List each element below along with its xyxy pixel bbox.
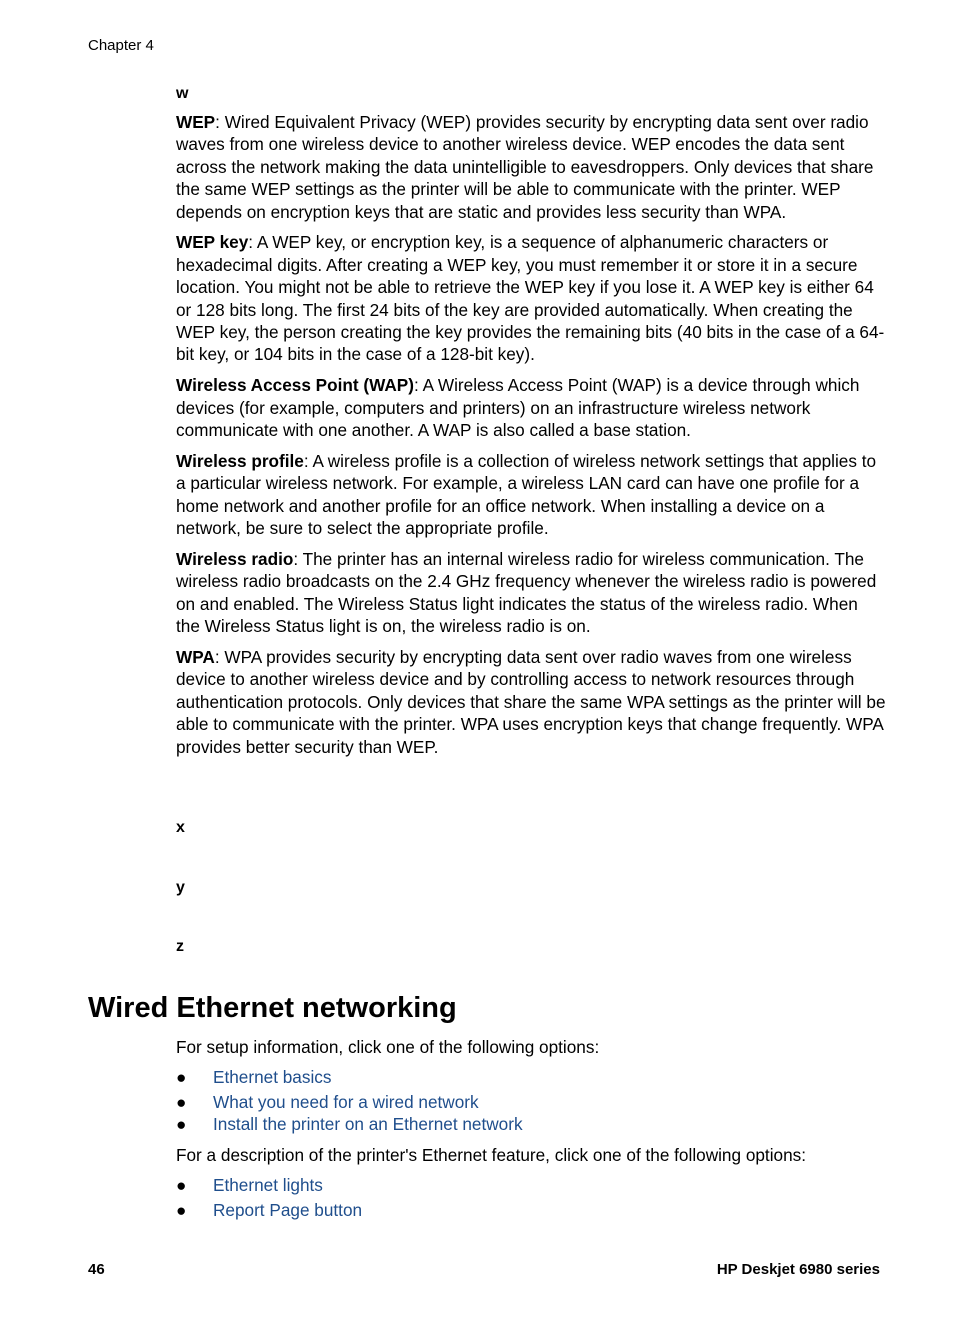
chapter-label: Chapter 4 [88,37,154,54]
link-ethernet-basics[interactable]: Ethernet basics [213,1067,332,1087]
list-item [176,1175,362,1200]
link-ethernet-lights[interactable]: Ethernet lights [213,1175,323,1195]
glossary-term: Wireless Access Point (WAP) [176,375,414,396]
glossary-definition: : A WEP key, or encryption key, is a sequence of alphanumeric characters or hexadecimal digits. After creating a WEP key, you must remember it or store it in a secure location. You might not be able to retrieve the WEP key if you lose it. A WEP key is either 64 or 128 bits long. The first 24 bits of the key are provided automatically. When creating the WEP key, the person creating the key provides the remaining bits (40 bits in the case of a 64-bit key, or 104 bits in the case of a 128-bit key). [176,232,885,365]
glossary-entry-wep-key [176,231,886,365]
glossary-entry-wireless-radio [176,548,886,638]
bullet: ● [176,1175,187,1195]
setup-link-list [176,1067,523,1136]
glossary-letter-y: y [176,879,185,896]
glossary-term: WEP [176,112,216,132]
setup-intro: For setup information, click one of the following options: [176,1037,600,1057]
glossary-entry-wireless-profile [176,450,886,540]
product-name: HP Deskjet 6980 series [716,1261,880,1278]
section-title: Wired Ethernet networking [88,992,457,1024]
glossary-term: Wireless radio [176,548,294,569]
glossary-definition: : WPA provides security by encrypting data sent over radio waves from one wireless device to another wireless device and by controlling access to network resources through authentication protocols. Only devices that share the same WPA settings as the printer will be able to communicate with the printer. WPA uses encryption keys that change frequently. WPA provides better security than WEP. [176,646,886,757]
glossary-definition: : A wireless profile is a collection of wireless network settings that applies to a particular wireless network. For example, a wireless LAN card can have one profile for a home network and another profile for an office network. When installing a device on a network, be sure to select the appropriate profile. [176,450,877,539]
list-item [176,1092,523,1114]
glossary-definition: : The printer has an internal wireless radio for wireless communication. The wireless radio broadcasts on the 2.4 GHz frequency whenever the wireless radio is powered on and enabled. The Wireless Status light indicates the status of the wireless radio. When the Wireless Status light is on, the wireless radio is on. [176,548,877,637]
feature-intro: For a description of the printer's Ethernet feature, click one of the following options: [176,1145,807,1165]
bullet: ● [176,1114,187,1134]
link-install-printer-ethernet[interactable]: Install the printer on an Ethernet network [213,1114,523,1134]
glossary-definition: : Wired Equivalent Privacy (WEP) provides security by encrypting data sent over radio waves from one wireless device to another wireless device. WEP encodes the data sent across the network making the data unintelligible to eavesdroppers. Only devices that share the same WEP settings as the printer will be able to communicate with the printer. WEP depends on encryption keys that are static and provides less security than WPA. [176,112,874,222]
link-wired-network-requirements[interactable]: What you need for a wired network [213,1092,479,1112]
glossary-letter-w: w [176,85,189,102]
page-number: 46 [88,1261,105,1278]
glossary-term: WEP key [176,232,249,253]
link-report-page-button[interactable]: Report Page button [213,1200,363,1220]
bullet: ● [176,1200,187,1220]
bullet: ● [176,1067,187,1087]
glossary-letter-x: x [176,819,185,836]
glossary-term: Wireless profile [176,450,304,471]
list-item [176,1114,523,1136]
feature-link-list [176,1175,362,1222]
glossary-term: WPA [176,646,215,667]
glossary-entry-wep [176,111,886,223]
list-item [176,1067,523,1092]
bullet: ● [176,1092,187,1112]
glossary-letter-z: z [176,938,184,955]
glossary-entry-wpa [176,646,886,758]
list-item [176,1200,362,1222]
glossary-definition: : A Wireless Access Point (WAP) is a device through which devices (for example, computers and printers) on an infrastructure wireless network communicate with one another. A WAP is also called a base station. [176,375,860,441]
glossary-definitions [176,111,886,766]
glossary-entry-wap [176,374,886,441]
